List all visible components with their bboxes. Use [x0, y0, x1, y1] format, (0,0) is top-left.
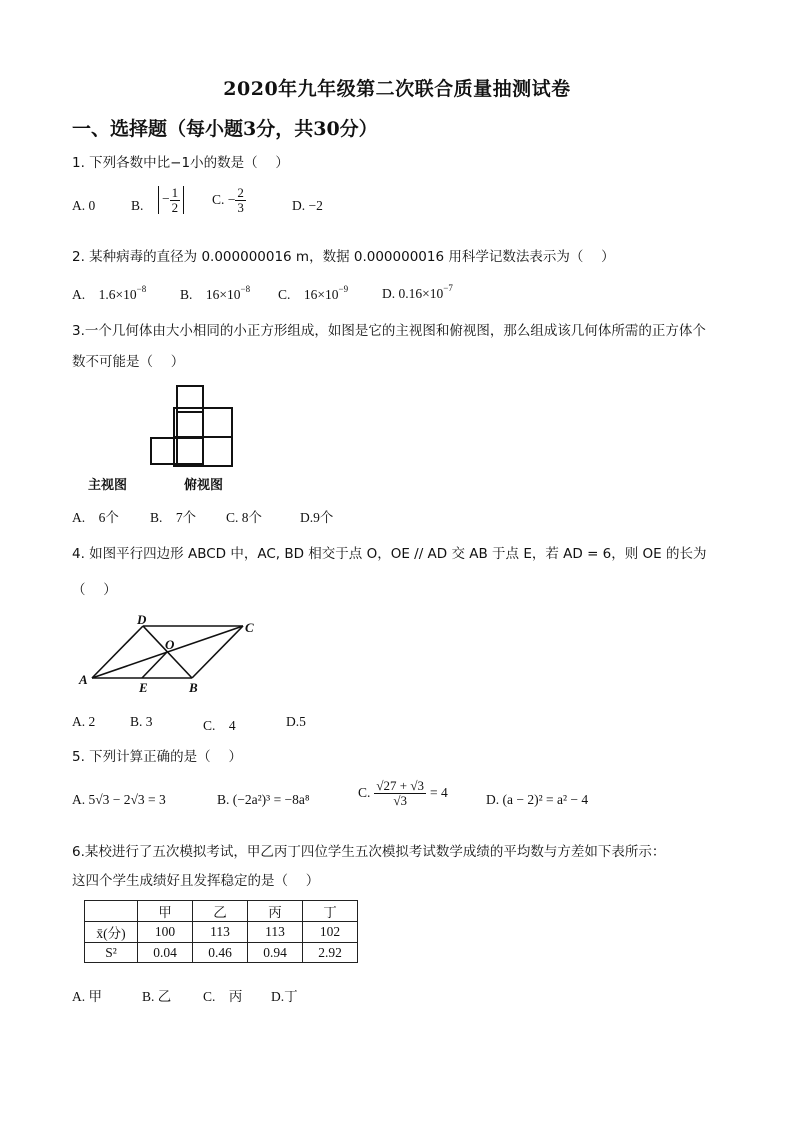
- q2-option-c: C. $16\times 10^{-9}$: [278, 284, 349, 302]
- table-cell: S²: [85, 943, 138, 963]
- q3-option-b: B. 7个: [150, 510, 197, 525]
- q6-option-a: A. 甲: [72, 989, 102, 1004]
- q5-option-b: B. (−2a²)³ = −8a⁸: [217, 792, 310, 807]
- table-cell: 100: [138, 922, 193, 943]
- table-cell: 0.46: [193, 943, 248, 963]
- q1-option-c: C. − $\frac{2}{3}$: [212, 185, 244, 215]
- q3-option-d: D.9个: [300, 510, 334, 525]
- q6-option-c: C. 丙: [203, 989, 243, 1004]
- page-title: 2020年九年级第二次联合质量抽测试卷: [223, 78, 571, 100]
- table-cell: 102: [303, 922, 358, 943]
- point-C-label: C: [245, 620, 254, 635]
- point-O-label: O: [165, 637, 175, 652]
- q2-stem: 2. 某种病毒的直径为 0.000000016 m，数据 0.000000016 用科学记数法表示为（ ）: [72, 249, 615, 265]
- q3-stem-line1: 3.一个几何体由大小相同的小正方形组成，如图是它的主视图和俯视图，那么组成该几何体所需的正方体个: [72, 323, 706, 339]
- q5-option-c: C. $\frac{√27 + √3}{√3}$ = 4: [358, 778, 448, 808]
- q4-option-d: D.5: [286, 714, 306, 729]
- q1-stem: 1. 下列各数中比−1小的数是（ ）: [72, 155, 289, 171]
- q5-option-a: A. 5√3 − 2√3 = 3: [72, 792, 166, 807]
- q4-option-b: B. 3: [130, 714, 153, 729]
- table-header-cell: 乙: [193, 901, 248, 922]
- q1-option-b-expr: − $\frac{1}{2}$: [158, 186, 184, 214]
- table-cell: 0.94: [248, 943, 303, 963]
- q6-option-d: D.丁: [271, 989, 298, 1004]
- q3-option-c: C. 8个: [226, 510, 263, 525]
- point-E-label: E: [139, 680, 148, 695]
- table-cell: x̄(分): [85, 922, 138, 943]
- q5-stem: 5. 下列计算正确的是（ ）: [72, 749, 242, 765]
- q1-option-d: D. −2: [292, 198, 323, 213]
- q3-option-a: A. 6个: [72, 510, 119, 525]
- q2-option-d: D. $0.16\times 10^{-7}$: [382, 283, 453, 301]
- top-view-label: 俯视图: [184, 478, 224, 493]
- point-B-label: B: [189, 680, 198, 695]
- table-row: [85, 943, 358, 963]
- q5-option-d: D. (a − 2)² = a² − 4: [486, 792, 589, 807]
- q4-stem-line2: （ ）: [72, 582, 117, 598]
- table-row: [85, 922, 358, 943]
- q4-parallelogram-figure: [75, 612, 275, 697]
- q4-option-c: C. 4: [203, 718, 236, 733]
- table-header-cell: [85, 901, 138, 922]
- front-view-label: 主视图: [88, 478, 128, 493]
- table-header-cell: 丁: [303, 901, 358, 922]
- q1-option-a: A. 0: [72, 198, 96, 213]
- top-view-grid: [170, 405, 240, 467]
- q6-option-b: B. 乙: [142, 989, 172, 1004]
- q1-option-b-label: B.: [131, 198, 144, 213]
- q4-option-a: A. 2: [72, 714, 96, 729]
- q6-stem-line1: 6.某校进行了五次模拟考试，甲乙丙丁四位学生五次模拟考试数学成绩的平均数与方差如下表所示：: [72, 844, 666, 860]
- table-header-row: [85, 901, 358, 922]
- q6-stem-line2: 这四个学生成绩好且发挥稳定的是（ ）: [72, 873, 320, 889]
- q2-option-b: B. $16\times 10^{-8}$: [180, 284, 251, 302]
- point-D-label: D: [137, 612, 147, 627]
- table-cell: 0.04: [138, 943, 193, 963]
- table-header-cell: 甲: [138, 901, 193, 922]
- section-heading: 一、选择题（每小题3分，共30分）: [72, 118, 378, 140]
- table-cell: 113: [193, 922, 248, 943]
- side-DA: [92, 626, 143, 678]
- q4-stem-line1: 4. 如图平行四边形 ABCD 中，AC, BD 相交于点 O，OE // AD 交 AB 于点 E，若 AD = 6，则 OE 的长为: [72, 546, 707, 562]
- side-BC: [192, 626, 243, 678]
- table-cell: 2.92: [303, 943, 358, 963]
- q6-stats-table: [84, 900, 358, 963]
- q2-option-a: A. $1.6\times 10^{-8}$: [72, 284, 147, 302]
- q3-stem-line2: 数不可能是（ ）: [72, 354, 185, 370]
- table-cell: 113: [248, 922, 303, 943]
- table-header-cell: 丙: [248, 901, 303, 922]
- point-A-label: A: [79, 672, 88, 687]
